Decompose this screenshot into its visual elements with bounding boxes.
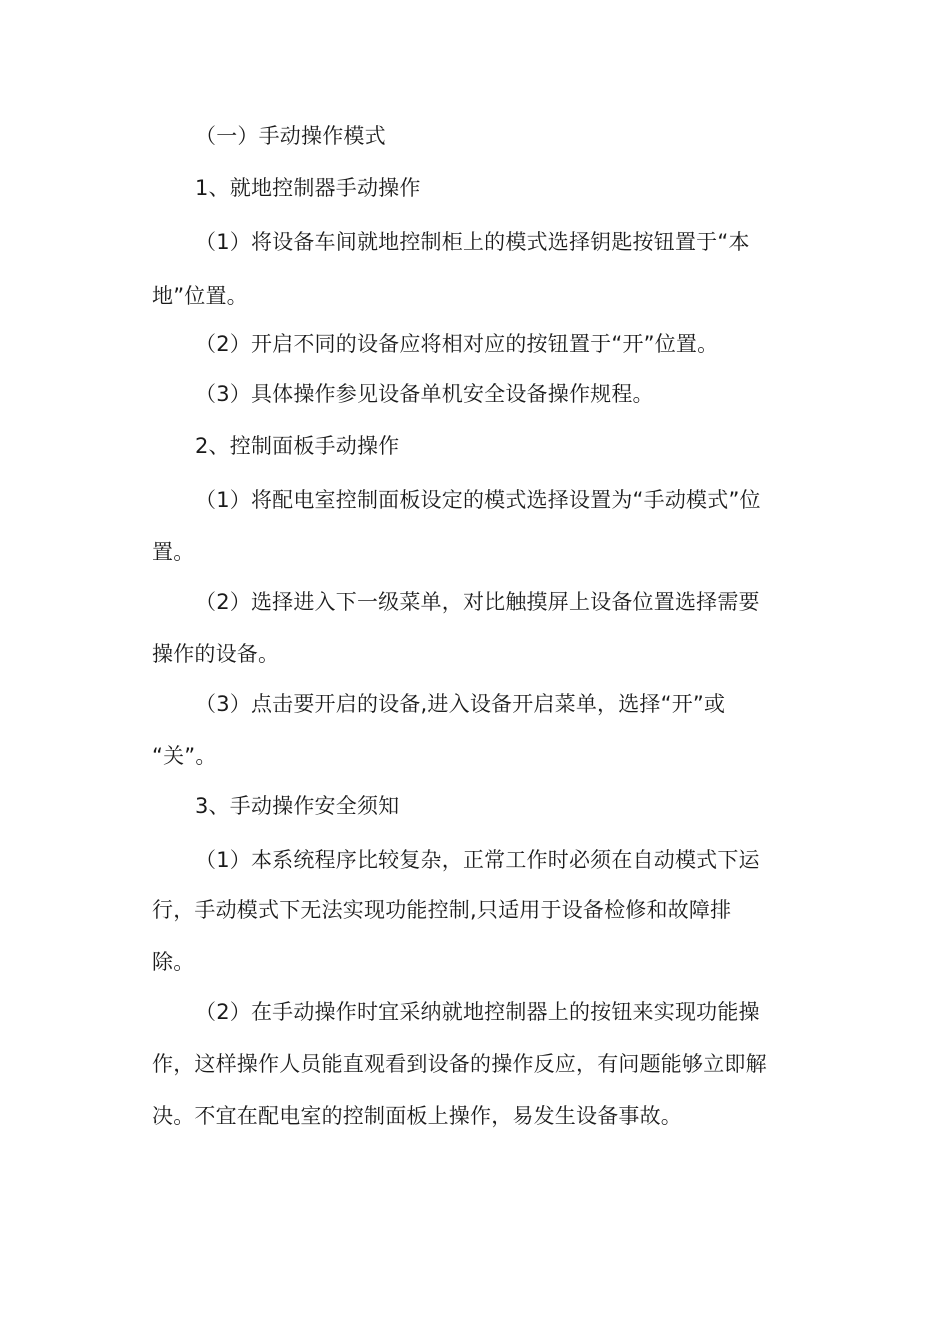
paragraph-line: （3）点击要开启的设备,进入设备开启菜单，选择“开”或 — [195, 692, 726, 716]
paragraph-line: （2）在手动操作时宜采纳就地控制器上的按钮来实现功能操 — [195, 1000, 760, 1024]
paragraph-line: 行，手动模式下无法实现功能控制,只适用于设备检修和故障排 — [152, 898, 732, 922]
paragraph-line: “关”。 — [152, 744, 217, 768]
paragraph-line: 操作的设备。 — [152, 642, 280, 666]
paragraph-line: 置。 — [152, 540, 195, 564]
paragraph-line: （2）选择进入下一级菜单，对比触摸屏上设备位置选择需要 — [195, 590, 760, 614]
paragraph-line: 地”位置。 — [152, 284, 248, 308]
section-heading-manual-mode: （一）手动操作模式 — [195, 124, 386, 148]
subsection-heading-control-panel: 2、控制面板手动操作 — [195, 434, 400, 458]
paragraph-line: 作，这样操作人员能直观看到设备的操作反应，有问题能够立即解 — [152, 1052, 767, 1076]
paragraph-line: 除。 — [152, 950, 195, 974]
paragraph-line: （2）开启不同的设备应将相对应的按钮置于“开”位置。 — [195, 332, 719, 356]
subsection-heading-local-controller: 1、就地控制器手动操作 — [195, 176, 421, 200]
paragraph-line: （3）具体操作参见设备单机安全设备操作规程。 — [195, 382, 654, 406]
subsection-heading-safety-notes: 3、手动操作安全须知 — [195, 794, 400, 818]
paragraph-line: （1）本系统程序比较复杂，正常工作时必须在自动模式下运 — [195, 848, 760, 872]
paragraph-line: （1）将设备车间就地控制柜上的模式选择钥匙按钮置于“本 — [195, 230, 750, 254]
paragraph-line: （1）将配电室控制面板设定的模式选择设置为“手动模式”位 — [195, 488, 761, 512]
paragraph-line: 决。不宜在配电室的控制面板上操作，易发生设备事故。 — [152, 1104, 682, 1128]
